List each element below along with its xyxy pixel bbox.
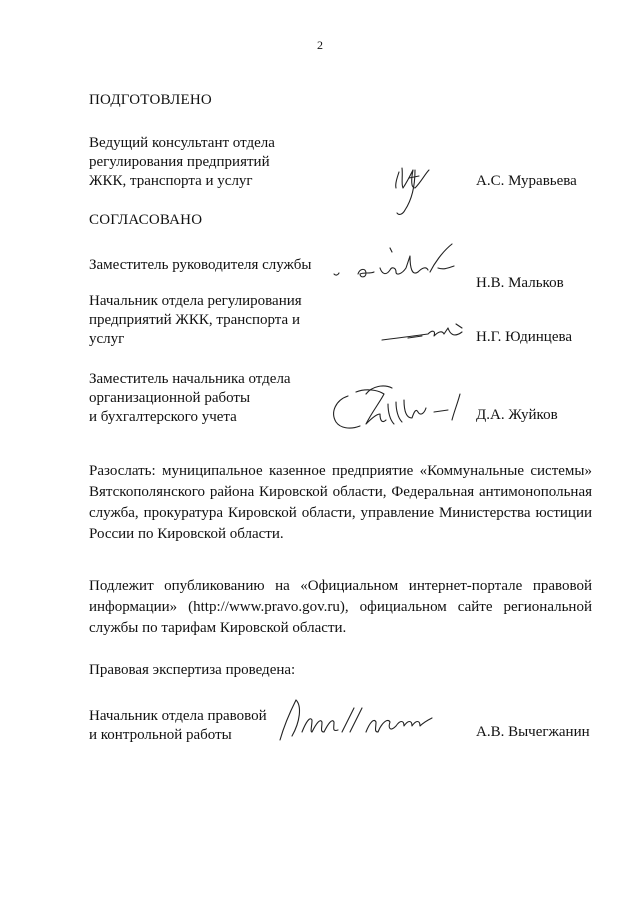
prepared-name: А.С. Муравьева [476, 173, 577, 189]
position-line: предприятий ЖКК, транспорта и [89, 312, 300, 328]
signature-muravieva [385, 158, 445, 220]
paragraph-line: Подлежит опубликованию на «Официальном интернет-портале правовой [89, 578, 592, 594]
signer-position [89, 292, 302, 349]
publication-paragraph [89, 576, 592, 639]
page-number: 2 [317, 38, 323, 52]
legal-review-name: А.В. Вычегжанин [476, 724, 590, 740]
signature-yudintseva [378, 318, 468, 348]
position-line: Ведущий консультант отдела [89, 135, 275, 151]
position-line: услуг [89, 331, 125, 347]
legal-review-heading: Правовая экспертиза проведена: [89, 662, 296, 678]
distribution-paragraph [89, 461, 592, 545]
signer-position [89, 256, 311, 275]
paragraph-line: службы по тарифам Кировской области. [89, 620, 347, 636]
agreed-heading: СОГЛАСОВАНО [89, 212, 203, 228]
position-line: и бухгалтерского учета [89, 409, 237, 425]
prepared-heading: ПОДГОТОВЛЕНО [89, 92, 212, 108]
paragraph-line: служба, прокуратура Кировской области, управление Министерства юстиции [89, 505, 592, 521]
position-line: Заместитель руководителя службы [89, 257, 312, 273]
position-line: организационной работы [89, 390, 251, 406]
prepared-position [89, 134, 275, 191]
signer-name: Н.В. Мальков [476, 275, 564, 291]
position-line: регулирования предприятий [89, 154, 270, 170]
paragraph-line: Разослать: муниципальное казенное предприятие «Коммунальные системы» [89, 463, 592, 479]
signature-vychegzhanin [272, 692, 442, 748]
signature-malkov [330, 238, 460, 290]
legal-review-position [89, 707, 267, 745]
position-line: и контрольной работы [89, 727, 232, 743]
signature-zhuikov [326, 380, 466, 436]
paragraph-line: информации» (http://www.pravo.gov.ru), официальном сайте региональной [89, 599, 592, 615]
position-line: Начальник отдела правовой [89, 708, 267, 724]
signer-name: Н.Г. Юдинцева [476, 329, 573, 345]
position-line: Заместитель начальника отдела [89, 371, 291, 387]
position-line: ЖКК, транспорта и услуг [89, 173, 253, 189]
position-line: Начальник отдела регулирования [89, 293, 302, 309]
paragraph-line: России по Кировской области. [89, 526, 284, 542]
signer-position [89, 370, 291, 427]
paragraph-line: Вятскополянского района Кировской области, Федеральная антимонопольная [89, 484, 592, 500]
signer-name: Д.А. Жуйков [476, 407, 558, 423]
